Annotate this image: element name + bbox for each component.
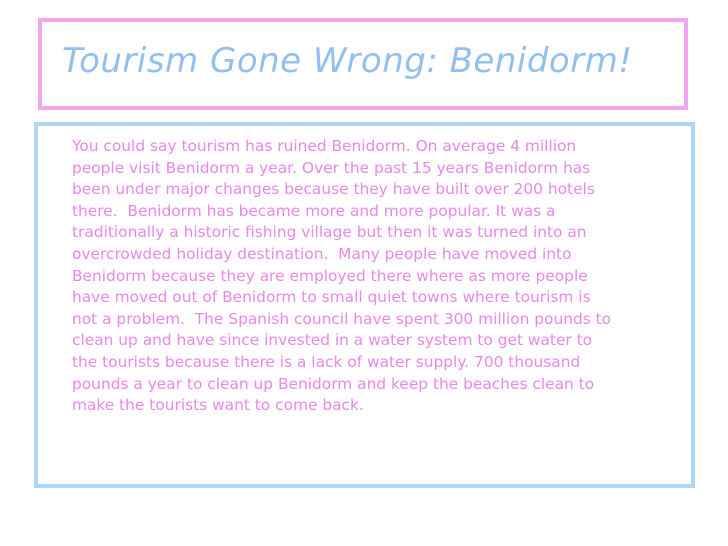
body-line: there. Benidorm has became more and more popular. It was a xyxy=(72,201,556,220)
body-line: Benidorm because they are employed there where as more people xyxy=(72,266,588,285)
body-line: been under major changes because they have built over 200 hotels xyxy=(72,180,595,199)
body-line: pounds a year to clean up Benidorm and keep the beaches clean to xyxy=(72,374,595,393)
body-line: You could say tourism has ruined Benidorm. On average 4 million xyxy=(72,137,577,155)
body-line: people visit Benidorm a year. Over the past 15 years Benidorm has xyxy=(72,158,591,177)
body-text-box xyxy=(34,122,695,488)
title-box xyxy=(38,18,688,110)
body-line: the tourists because there is a lack of water supply. 700 thousand xyxy=(72,352,581,371)
body-paragraph xyxy=(72,136,702,417)
body-line: overcrowded holiday destination. Many people have moved into xyxy=(72,244,572,263)
body-line: clean up and have since invested in a water system to get water to xyxy=(72,331,593,350)
body-line: traditionally a historic fishing village but then it was turned into an xyxy=(72,223,587,242)
body-line: make the tourists want to come back. xyxy=(72,396,364,415)
slide-title: Tourism Gone Wrong: Benidorm! xyxy=(62,41,633,81)
body-line: have moved out of Benidorm to small quiet towns where tourism is xyxy=(72,288,591,307)
body-line: not a problem. The Spanish council have spent 300 million pounds to xyxy=(72,309,612,328)
